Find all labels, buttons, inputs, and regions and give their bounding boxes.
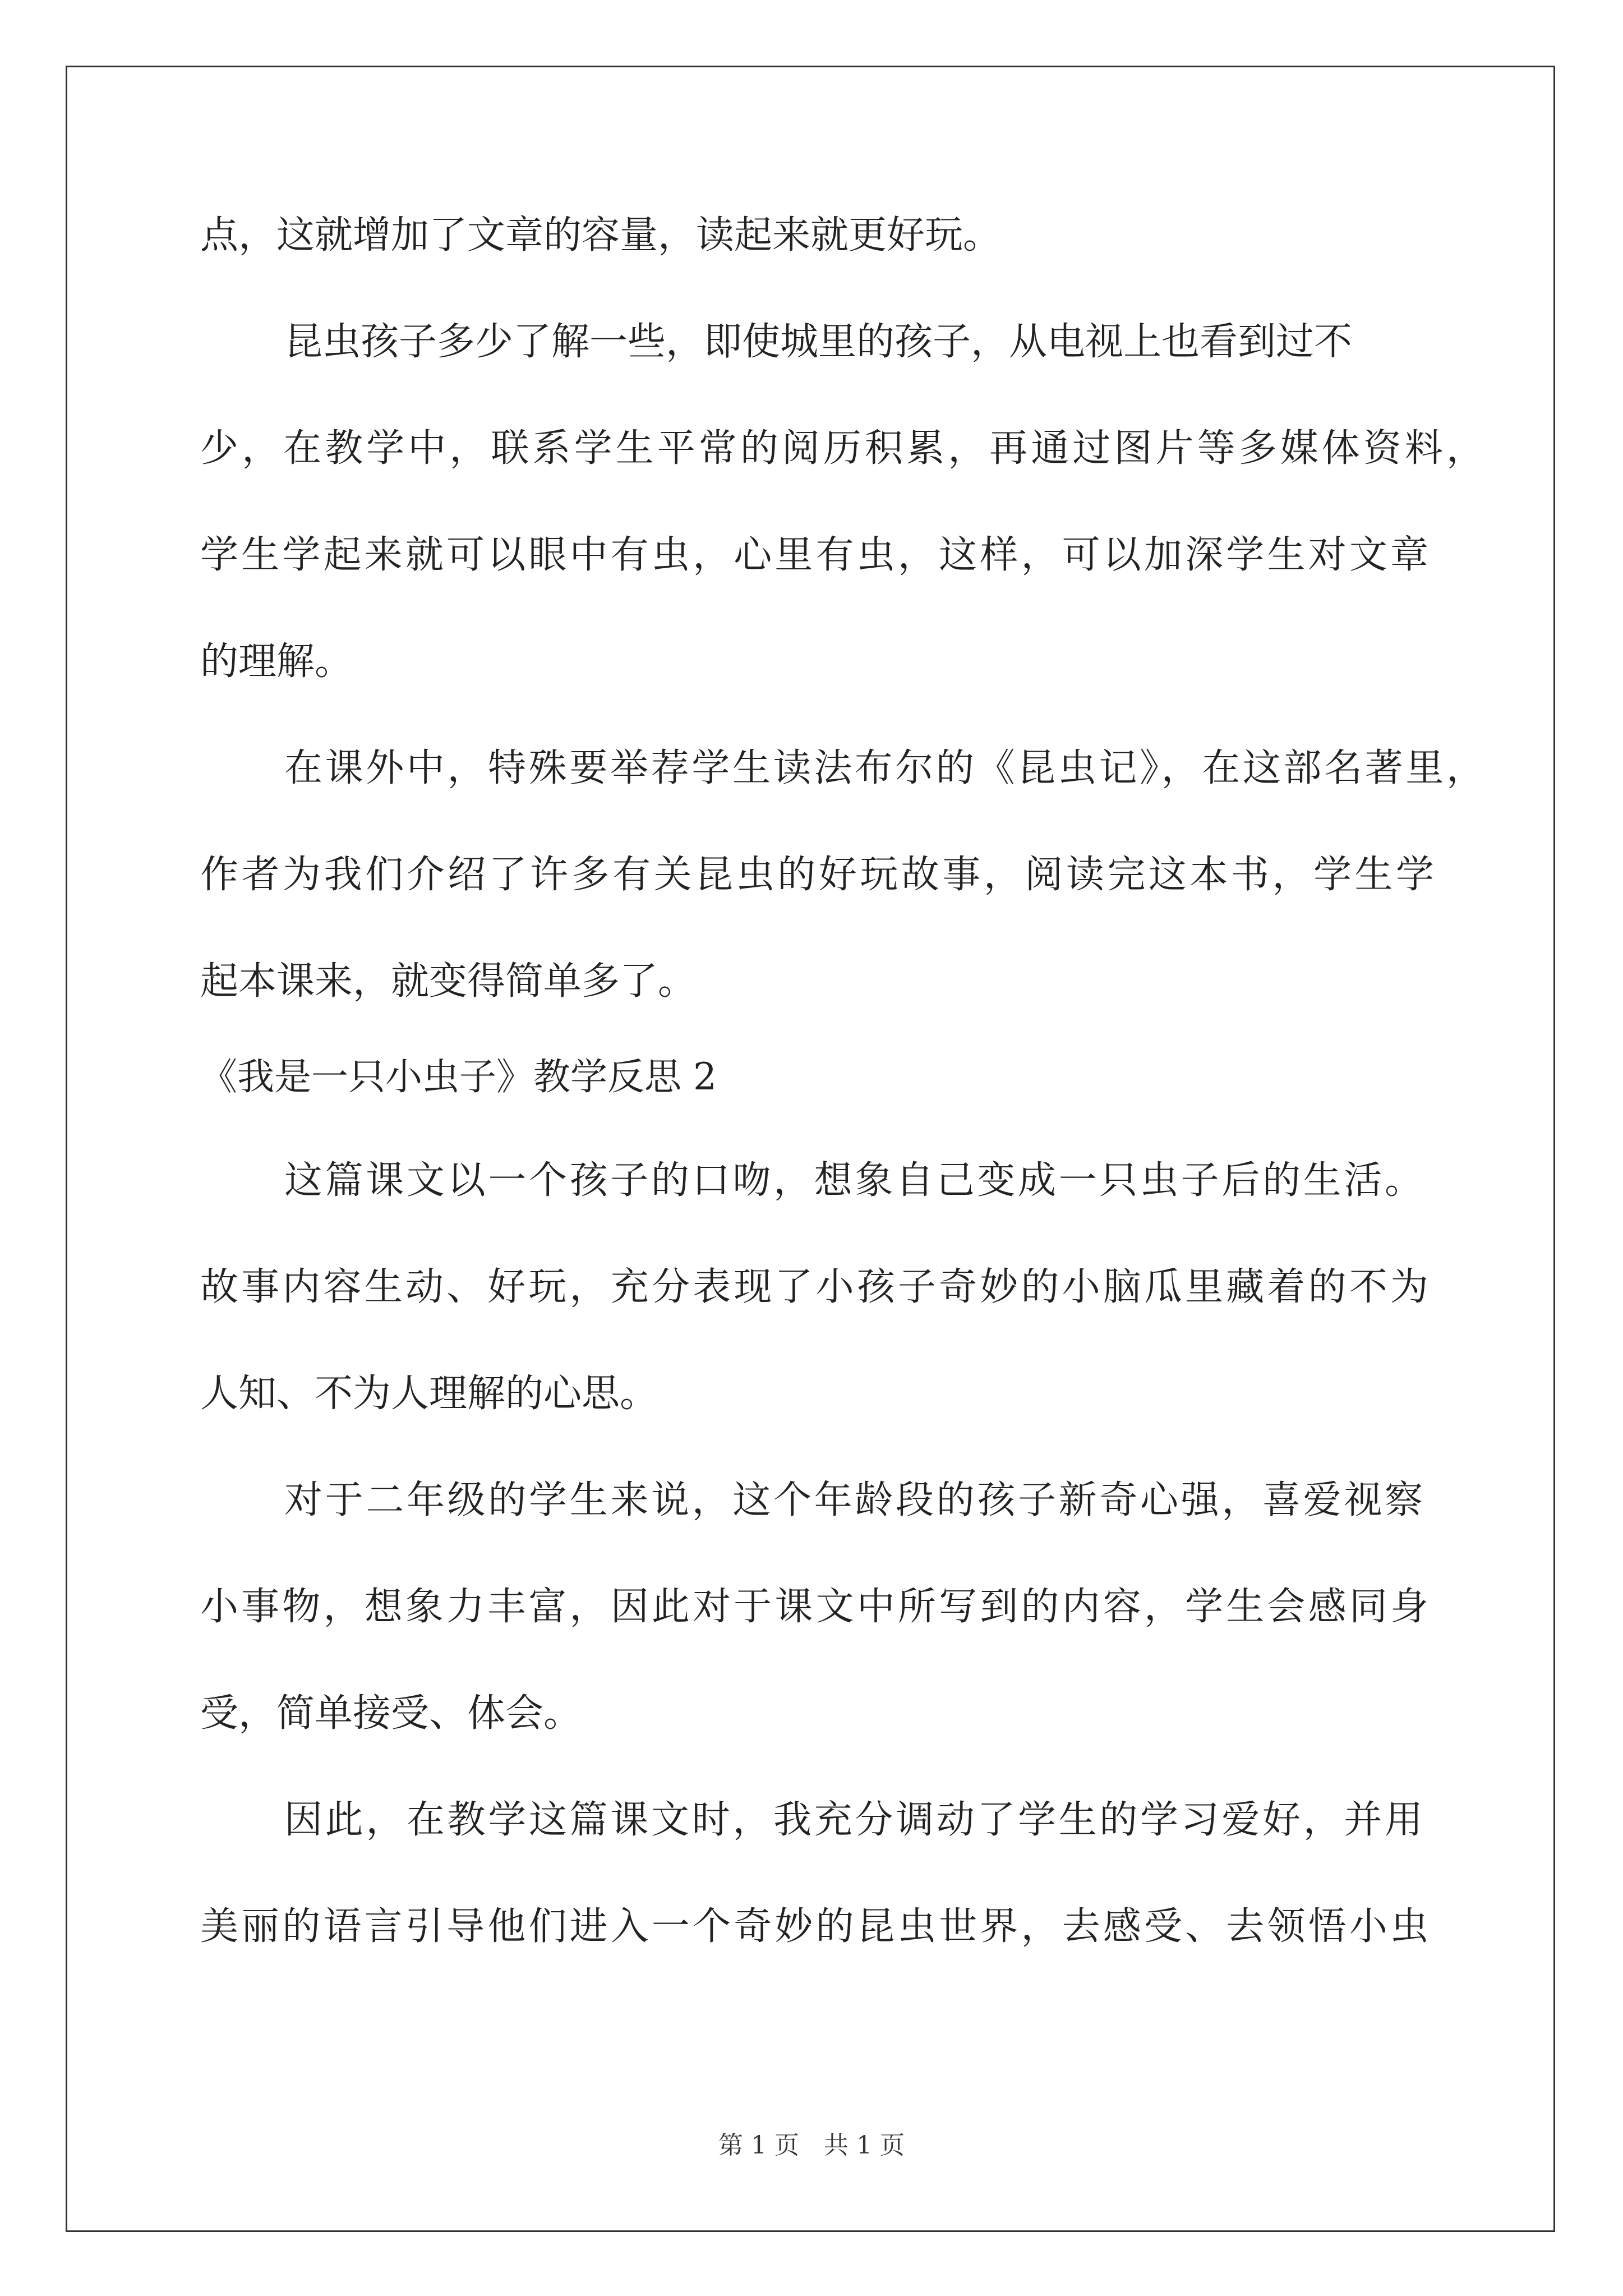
- paragraph-line: 人知、不为人理解的心思。: [200, 1372, 658, 1416]
- paragraph-line: 少，在教学中，联系学生平常的阅历积累，再通过图片等多媒体资料，: [200, 426, 1484, 471]
- paragraph-line: 的理解。: [200, 639, 353, 684]
- paragraph-line: 学生学起来就可以眼中有虫，心里有虫，这样，可以加深学生对文章: [200, 533, 1428, 577]
- paragraph-line: 起本课来，就变得简单多了。: [200, 959, 697, 1004]
- paragraph-line: 对于二年级的学生来说，这个年龄段的孩子新奇心强，喜爱视察: [284, 1478, 1423, 1522]
- page-number-total: 共 1 页: [824, 2131, 905, 2160]
- page-number-current: 第 1 页: [718, 2131, 799, 2160]
- paragraph-line: 因此，在教学这篇课文时，我充分调动了学生的学习爱好，并用: [284, 1798, 1423, 1842]
- paragraph-line: 这篇课文以一个孩子的口吻，想象自己变成一只虫子后的生活。: [284, 1158, 1423, 1203]
- paragraph-line: 美丽的语言引导他们进入一个奇妙的昆虫世界，去感受、去领悟小虫: [200, 1904, 1428, 1949]
- paragraph-line: 昆虫孩子多少了解一些，即使城里的孩子，从电视上也看到过不: [284, 320, 1353, 364]
- paragraph-line: 作者为我们介绍了许多有关昆虫的好玩故事，阅读完这本书，学生学: [200, 853, 1434, 897]
- paragraph-line: 故事内容生动、好玩，充分表现了小孩子奇妙的小脑瓜里藏着的不为: [200, 1265, 1428, 1309]
- paragraph-line: 小事物，想象力丰富，因此对于课文中所写到的内容，学生会感同身: [200, 1585, 1428, 1629]
- paragraph-line: 受，简单接受、体会。: [200, 1691, 582, 1736]
- text-line: 点，这就增加了文章的容量，读起来就更好玩。: [200, 213, 1002, 257]
- paragraph-line: 在课外中，特殊要举荐学生读法布尔的《昆虫记》，在这部名著里，: [284, 746, 1484, 790]
- page-footer: [0, 2129, 1623, 2162]
- section-heading: 《我是一只小虫子》教学反思 2: [200, 1055, 717, 1098]
